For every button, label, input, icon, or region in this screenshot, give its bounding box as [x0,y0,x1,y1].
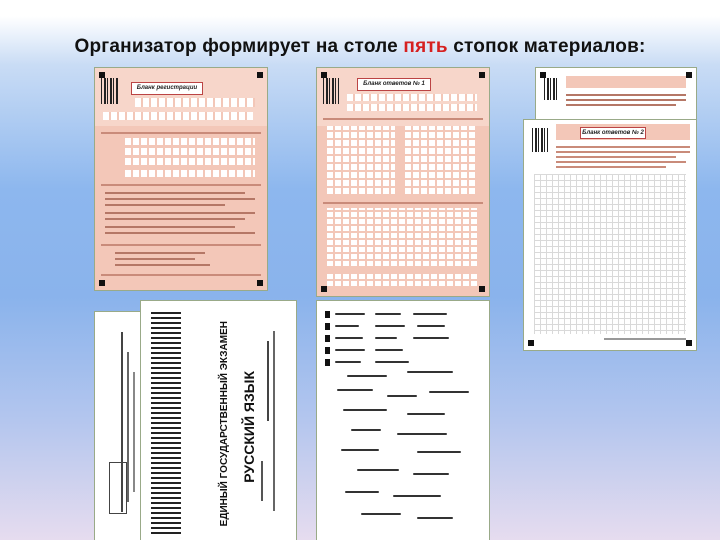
instruction-line [105,192,245,194]
code-cells [347,94,477,101]
instruction-line [566,94,686,96]
title-text-start: Организатор формирует на столе [74,36,404,57]
draft-sheet [317,301,489,540]
handwriting [335,361,361,363]
instruction-line [556,156,676,158]
handwriting [407,413,445,415]
section-line [323,202,483,204]
exam-booklet [141,301,296,540]
answer-rows-c [327,274,477,288]
printed-line [127,352,129,502]
corner-mark [257,72,263,78]
printed-line [133,372,135,492]
handwriting [413,313,447,315]
instruction-line [105,232,255,234]
corner-mark [257,280,263,286]
corner-mark [321,72,327,78]
answer-sheet-1 [317,68,489,296]
section-line [323,118,483,120]
handwriting [347,375,387,377]
barcode-icon [323,78,339,104]
handwriting [335,349,365,351]
answer-sheet-2-back [536,68,696,128]
printed-line [273,331,275,511]
form-title-stamp: Бланк ответов № 2 [580,127,646,139]
handwriting [407,371,453,373]
answer-grid [534,174,686,334]
handwriting [375,337,397,339]
handwriting [335,325,359,327]
corner-mark [321,286,327,292]
section-line [101,274,261,276]
handwriting [375,313,401,315]
corner-mark [99,280,105,286]
title-text-end: стопок материалов: [447,36,646,57]
handwriting [375,361,409,363]
corner-mark [686,340,692,346]
printed-line [261,461,263,501]
form-title-stamp: Бланк ответов № 1 [357,78,431,91]
instruction-line [105,198,255,200]
corner-mark [528,340,534,346]
answer-sheet-2 [524,120,696,350]
instruction-line [556,151,690,153]
handwriting [397,433,447,435]
form-title-stamp: Бланк регистрации [131,82,203,95]
code-cells [347,104,477,111]
handwriting [429,391,469,393]
checkbox-line [115,258,195,260]
checkbox-line [115,252,205,254]
form-header-band [566,76,686,88]
booklet-spine-title: ЕДИНЫЙ ГОСУДАРСТВЕННЫЙ ЭКЗАМЕН [219,321,230,527]
code-cells [103,112,253,120]
name-cells [125,158,255,165]
handwriting [343,409,387,411]
instruction-line [105,226,235,228]
stamp-box [109,462,127,514]
checkbox-line [115,264,210,266]
handwriting [357,469,399,471]
corner-mark [479,72,485,78]
instruction-line [105,204,225,206]
row-mark [325,311,330,318]
footer-line [604,338,686,340]
handwriting [417,325,445,327]
name-cells [125,148,255,155]
handwriting [375,325,405,327]
handwriting [417,451,461,453]
barcode-strip [151,309,181,534]
printed-line [267,341,269,421]
section-line [101,244,261,246]
handwriting [345,491,379,493]
handwriting [413,473,449,475]
section-line [101,184,261,186]
section-line [101,132,261,134]
handwriting [393,495,441,497]
passport-cells [125,170,255,177]
corner-mark [686,72,692,78]
instruction-line [556,161,686,163]
instruction-line [556,166,666,168]
registration-form-sheet [95,68,267,290]
handwriting [375,349,403,351]
instruction-line [566,99,686,101]
handwriting [417,517,453,519]
handwriting [351,429,381,431]
handwriting [387,395,417,397]
handwriting [335,313,365,315]
title-highlight: пять [403,36,448,57]
row-mark [325,359,330,366]
handwriting [341,449,379,451]
corner-mark [99,72,105,78]
instruction-line [556,146,690,148]
answer-grid-b [405,126,477,196]
name-cells [125,138,255,145]
barcode-icon [544,78,558,100]
row-mark [325,335,330,342]
booklet-subject: РУССКИЙ ЯЗЫК [241,371,257,483]
instruction-line [566,104,676,106]
page-title [0,36,720,58]
instruction-line [105,212,255,214]
handwriting [413,337,449,339]
answer-rows-b [327,208,477,268]
row-mark [325,323,330,330]
corner-mark [479,286,485,292]
handwriting [361,513,401,515]
code-cells [135,98,255,107]
row-mark [325,347,330,354]
handwriting [335,337,363,339]
barcode-icon [532,128,548,152]
barcode-icon [101,78,119,104]
answer-grid-a [327,126,395,196]
handwriting [337,389,373,391]
instruction-line [105,218,245,220]
